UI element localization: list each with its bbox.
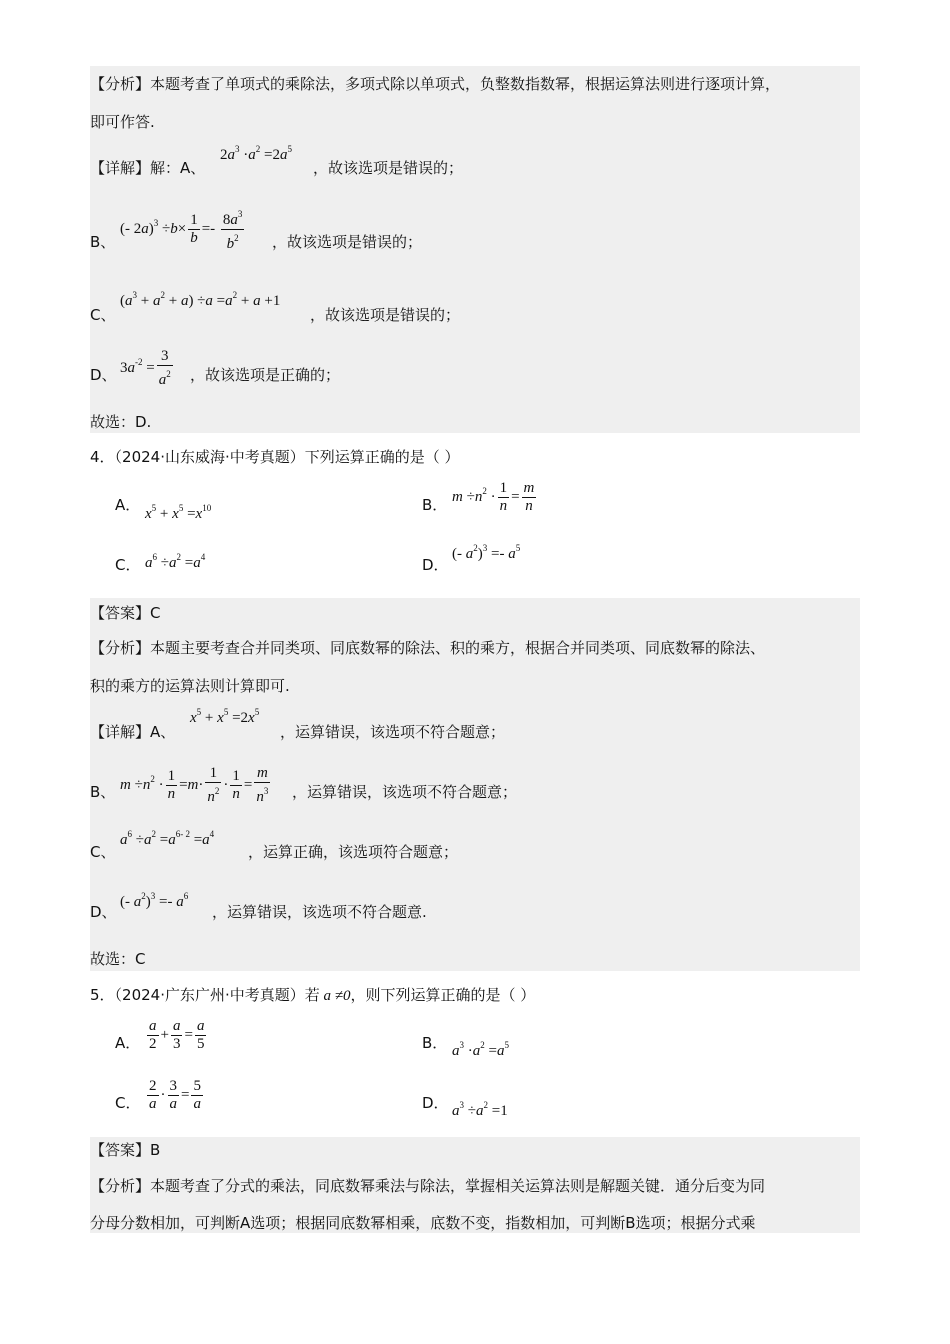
formula-a: $2a^3 \cdot a^2 =2a^5$ bbox=[220, 144, 292, 163]
detail-line-a: 【详解】解：A、 bbox=[90, 159, 206, 177]
analysis-line: 分母分数相加，可判断A选项；根据同底数幂相乘，底数不变，指数相加，可判断B选项；根据分式乘 bbox=[90, 1214, 756, 1232]
choice-line: 故选：D. bbox=[90, 413, 152, 431]
detail-b-tail: ，故该选项是错误的； bbox=[272, 233, 423, 251]
formula-2a: $x^5 + x^5 =2x^5$ bbox=[190, 707, 260, 726]
detail-c-prefix: C、 bbox=[90, 306, 116, 324]
formula-b: (- 2a)$^3$ ÷b× $\frac{1}{b}$ =- $\frac{8a^3}{b^2}$ bbox=[120, 206, 246, 253]
q4-option-c-label: C． bbox=[115, 556, 141, 574]
formula-d: $3a^{-2}$ = $\frac{3}{a^2}$ bbox=[120, 348, 171, 388]
analysis-line: 即可作答. bbox=[90, 113, 155, 131]
q4-option-b-formula: $m \div n^2$ · $\frac{1}{n}$ = $\frac{m}{n}$ bbox=[452, 480, 535, 514]
q4-option-d-formula: (- $a^2)^3 =- a^5$ bbox=[452, 543, 521, 562]
detail-2c-prefix: C、 bbox=[90, 843, 116, 861]
detail-b-prefix: B、 bbox=[90, 233, 116, 251]
detail-2d-tail: ，运算错误，该选项不符合题意. bbox=[212, 903, 427, 921]
q5-option-c-formula: $\frac{2}{a}$ · $\frac{3}{a}$ = $\frac{5}{a}$ bbox=[149, 1078, 201, 1112]
detail-a-tail: ，故该选项是错误的； bbox=[313, 159, 464, 177]
detail-2a-tail: ，运算错误，该选项不符合题意； bbox=[280, 723, 506, 741]
q4-option-b-label: B． bbox=[422, 496, 448, 514]
answer-line: 【答案】B bbox=[90, 1141, 161, 1159]
q4-option-c-formula: $a^6 \div a^2 =a^4$ bbox=[145, 552, 206, 571]
choice-line: 故选：C bbox=[90, 950, 146, 968]
analysis-line: 【分析】本题主要考查合并同类项、同底数幂的除法、积的乘方，根据合并同类项、同底数幂的除法、 bbox=[90, 639, 766, 657]
detail-2b-prefix: B、 bbox=[90, 783, 116, 801]
q4-option-a-formula: $x^5 + x^5 =x^{10}$ bbox=[145, 503, 212, 522]
q4-option-d-label: D． bbox=[422, 556, 449, 574]
q5-option-a-label: A． bbox=[115, 1034, 141, 1052]
q5-option-d-label: D． bbox=[422, 1094, 449, 1112]
detail-2b-tail: ，运算错误，该选项不符合题意； bbox=[292, 783, 518, 801]
formula-2c: $a^6 \div a^2 =a^{6- 2} =a^4$ bbox=[120, 829, 215, 848]
question-4-stem: 4．（2024·山东威海·中考真题）下列运算正确的是（ ） bbox=[90, 448, 460, 466]
detail-c-tail: ，故该选项是错误的； bbox=[310, 306, 461, 324]
q4-option-a-label: A． bbox=[115, 496, 141, 514]
detail-d-prefix: D、 bbox=[90, 366, 117, 384]
analysis-line: 【分析】本题考查了分式的乘法，同底数幂乘法与除法，掌握相关运算法则是解题关键．通分后变为同 bbox=[90, 1177, 766, 1195]
q5-option-c-label: C． bbox=[115, 1094, 141, 1112]
question-5-stem: 5．（2024·广东广州·中考真题）若 a ≠0，则下列运算正确的是（ ） bbox=[90, 986, 536, 1004]
q5-option-b-formula: $a^3 \cdot a^2 =a^5$ bbox=[452, 1040, 509, 1059]
detail-a-prefix: 【详解】A、 bbox=[90, 723, 176, 741]
formula-2b: $m \div n^2$ · $\frac{1}{n}$ =m· $\frac{1}{n^2}$ · $\frac{1}{n}$ = $\frac{m}{n^3}$ bbox=[120, 765, 269, 805]
q5-option-b-label: B． bbox=[422, 1034, 448, 1052]
detail-2c-tail: ，运算正确，该选项符合题意； bbox=[248, 843, 459, 861]
q5-option-a-formula: $\frac{a}{2}$ + $\frac{a}{3}$ = $\frac{a}{5}$ bbox=[149, 1018, 205, 1052]
formula-2d: (- $a^2)^3 =- a^6$ bbox=[120, 891, 189, 910]
detail-2d-prefix: D、 bbox=[90, 903, 117, 921]
q5-option-d-formula: $a^3 \div a^2 =1$ bbox=[452, 1100, 508, 1119]
detail-d-tail: ，故该选项是正确的； bbox=[190, 366, 341, 384]
analysis-line: 积的乘方的运算法则计算即可. bbox=[90, 677, 290, 695]
answer-line: 【答案】C bbox=[90, 604, 161, 622]
analysis-line: 【分析】本题考查了单项式的乘除法，多项式除以单项式，负整数指数幂，根据运算法则进行逐项计算， bbox=[90, 75, 781, 93]
formula-c: $(a^3 + a^2 + a) \div a =a^2 + a +1$ bbox=[120, 290, 281, 309]
